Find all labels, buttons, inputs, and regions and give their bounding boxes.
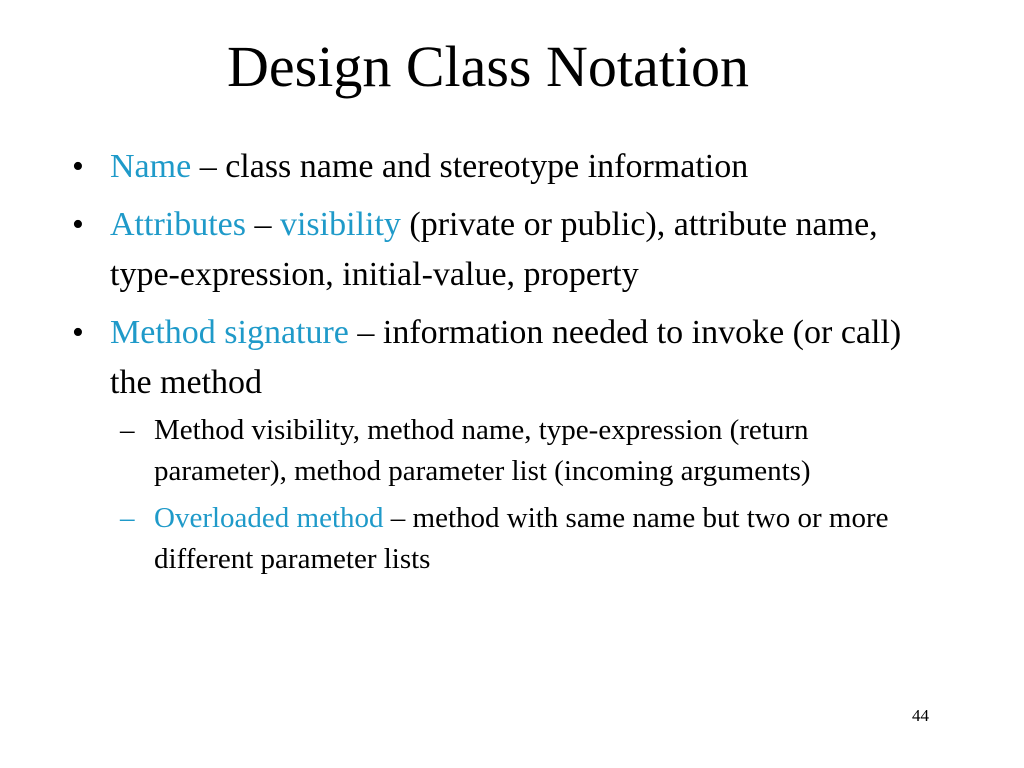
bullet-marker: •: [72, 314, 84, 351]
sub-bullet-term: Overloaded method: [154, 502, 384, 534]
bullet-text: (private or public), attribute name, type-expression, initial-value, property: [110, 206, 878, 293]
bullet-item-attributes: [72, 200, 932, 300]
bullet-term: Method signature: [110, 314, 349, 351]
bullet-term-secondary: visibility: [279, 206, 401, 243]
sub-bullet-marker: –: [120, 502, 135, 534]
bullet-item-name: [72, 142, 932, 192]
sub-bullet-list: [110, 410, 932, 580]
sub-bullet-marker: –: [120, 414, 135, 446]
bullet-text: – information needed to invoke (or call) the method: [110, 314, 902, 401]
bullet-item-method-signature: [72, 308, 932, 580]
page-number: 44: [912, 706, 929, 725]
sub-bullet-item-overloaded-method: [110, 498, 932, 580]
sub-bullet-item-method-visibility: [110, 410, 932, 492]
bullet-list: [72, 142, 932, 588]
bullet-marker: •: [72, 206, 84, 243]
bullet-separator: –: [245, 206, 280, 243]
bullet-text: – class name and stereotype information: [191, 148, 749, 185]
bullet-marker: •: [72, 148, 84, 185]
slide-title: Design Class Notation: [227, 34, 749, 99]
sub-bullet-text: – method with same name but two or more different parameter lists: [154, 502, 889, 575]
sub-bullet-text: Method visibility, method name, type-expression (return parameter), method parameter list (incoming arguments): [154, 414, 811, 487]
bullet-term: Name: [110, 148, 192, 185]
bullet-term: Attributes: [110, 206, 246, 243]
